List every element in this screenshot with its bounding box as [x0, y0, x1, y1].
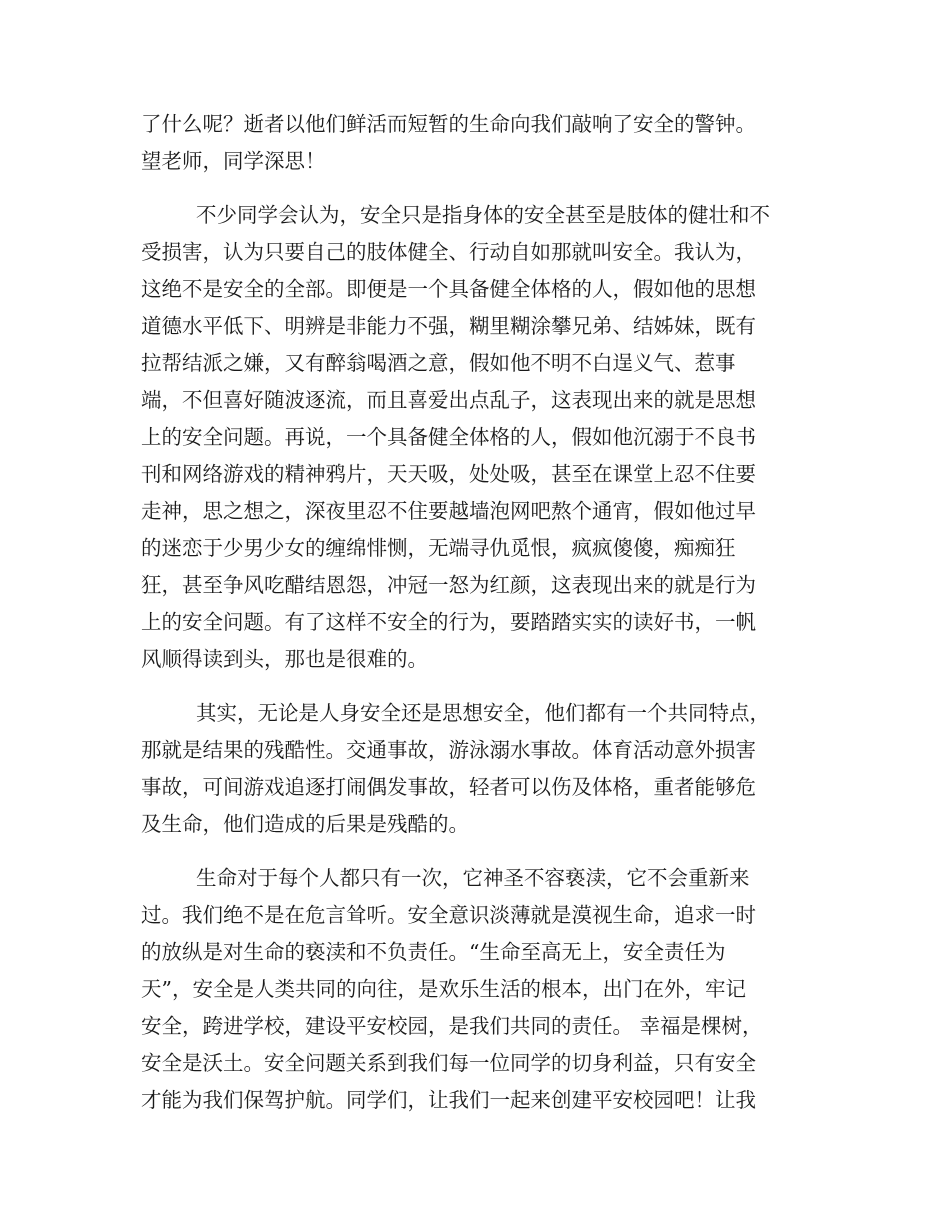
text-line: 上的安全问题。有了这样不安全的行为，要踏踏实实的读好书，一帆 — [141, 610, 756, 634]
paragraph-4 — [141, 860, 811, 1119]
text-line: 其实，无论是人身安全还是思想安全，他们都有一个共同特点， — [196, 701, 770, 725]
text-line: 生命对于每个人都只有一次，它神圣不容亵渎，它不会重新来 — [196, 866, 750, 890]
text-line: 狂，甚至争风吃醋结恩怨，冲冠一怒为红颜，这表现出来的就是行为 — [141, 573, 756, 597]
text-line: 望老师，同学深思！ — [141, 149, 326, 173]
text-line: 上的安全问题。再说，一个具备健全体格的人，假如他沉溺于不良书 — [141, 425, 756, 449]
text-line: 风顺得读到头，那也是很难的。 — [141, 647, 428, 671]
text-line: 拉帮结派之嫌，又有醉翁喝酒之意，假如他不明不白逞义气、惹事 — [141, 351, 736, 375]
text-line: 才能为我们保驾护航。同学们，让我们一起来创建平安校园吧！让我 — [141, 1088, 756, 1112]
paragraph-1 — [141, 106, 811, 180]
paragraph-2 — [141, 197, 811, 678]
text-line: 道德水平低下、明辨是非能力不强，糊里糊涂攀兄弟、结姊妹，既有 — [141, 314, 756, 338]
text-line: 及生命，他们造成的后果是残酷的。 — [141, 812, 469, 836]
text-line: 这绝不是安全的全部。即便是一个具备健全体格的人，假如他的思想 — [141, 277, 756, 301]
text-line: 了什么呢？逝者以他们鲜活而短暂的生命向我们敲响了安全的警钟。 — [141, 112, 756, 136]
paragraph-3 — [141, 695, 811, 843]
text-line: 安全是沃土。安全问题关系到我们每一位同学的切身利益，只有安全 — [141, 1051, 756, 1075]
text-line: 不少同学会认为，安全只是指身体的安全甚至是肢体的健壮和不 — [196, 203, 770, 227]
text-line: 那就是结果的残酷性。交通事故，游泳溺水事故。体育活动意外损害 — [141, 738, 756, 762]
text-line: 事故，可间游戏追逐打闹偶发事故，轻者可以伤及体格，重者能够危 — [141, 775, 756, 799]
paragraph-gap — [141, 843, 811, 860]
text-line: 安全，跨进学校，建设平安校园，是我们共同的责任。 幸福是棵树， — [141, 1014, 763, 1038]
paragraph-gap — [141, 678, 811, 695]
text-line: 走神，思之想之，深夜里忍不住要越墙泡网吧熬个通宵，假如他过早 — [141, 499, 756, 523]
text-line: 过。我们绝不是在危言耸听。安全意识淡薄就是漠视生命，追求一时 — [141, 903, 756, 927]
text-line: 受损害，认为只要自己的肢体健全、行动自如那就叫安全。我认为， — [141, 240, 756, 264]
text-line: 的迷恋于少男少女的缠绵悱恻，无端寻仇觅恨，疯疯傻傻，痴痴狂 — [141, 536, 736, 560]
text-line: 端，不但喜好随波逐流，而且喜爱出点乱子，这表现出来的就是思想 — [141, 388, 756, 412]
paragraph-gap — [141, 180, 811, 197]
text-line: 刊和网络游戏的精神鸦片，天天吸，处处吸，甚至在课堂上忍不住要 — [141, 462, 756, 486]
document-body — [141, 106, 811, 1119]
text-line: 天”，安全是人类共同的向往，是欢乐生活的根本，出门在外，牢记 — [141, 977, 746, 1001]
text-line: 的放纵是对生命的亵渎和不负责任。“生命至高无上，安全责任为 — [141, 940, 726, 964]
